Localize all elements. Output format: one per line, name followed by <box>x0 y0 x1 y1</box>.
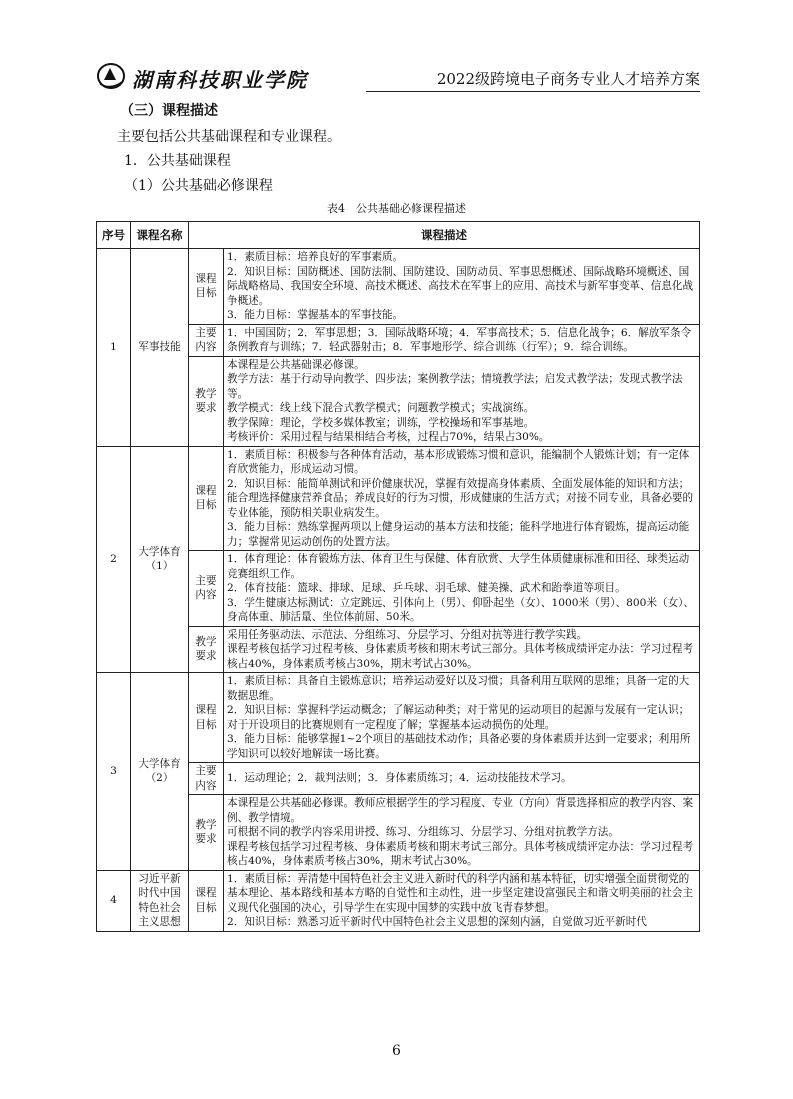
table-row <box>97 870 700 931</box>
description-line: 课程考核包括学习过程考核、身体素质考核和期末考试三部分。具体考核成绩评定办法：学习过程考核占40%，身体素质考核占30%，期末考试占30%。 <box>227 643 694 670</box>
description-line: 1．体育理论：体育锻炼方法、体育卫生与保健、体育欣赏、大学生体质健康标准和田径、球类运动竞赛组织工作。 <box>227 553 690 580</box>
item-description <box>224 551 700 627</box>
description-line: 2．知识目标：国防概述、国防法制、国防建设、国防动员、军事思想概述、国际战略环境概述、国际战略格局、我国安全环境、高技术概述、高技术在军事上的应用、高技术与新军事变革、信息化战争概述。 <box>227 265 694 307</box>
row-number: 3 <box>97 673 131 871</box>
table-header-row <box>97 222 700 249</box>
course-table <box>96 221 700 932</box>
row-number: 2 <box>97 446 131 673</box>
description-line: 3．能力目标：掌握基本的军事技能。 <box>227 309 404 321</box>
school-name: 湖南科技职业学院 <box>132 68 308 92</box>
item-description <box>224 324 700 356</box>
item-description <box>224 870 700 931</box>
row-number: 1 <box>97 249 131 447</box>
item-description <box>224 795 700 871</box>
item-label: 主要内容 <box>189 551 224 627</box>
item-description <box>224 249 700 325</box>
header-rule <box>366 91 700 92</box>
item-label: 课程目标 <box>189 249 224 325</box>
description-line: 3．能力目标：能够掌握1~2个项目的基础技术动作；具备必要的身体素质并达到一定要求；利用所学知识可以较好地解读一场比赛。 <box>227 733 691 760</box>
table-row <box>97 673 700 763</box>
course-name: 习近平新时代中国特色社会主义思想 <box>131 870 189 931</box>
section-heading: （三）课程描述 <box>120 103 218 119</box>
item-label: 主要内容 <box>189 763 224 795</box>
item-label: 课程目标 <box>189 446 224 551</box>
description-line: 1．运动理论；2．裁判法则；3．身体素质练习；4．运动技能技术学习。 <box>227 772 572 785</box>
item-label: 教学要求 <box>189 626 224 673</box>
table-row <box>97 249 700 325</box>
item-description <box>224 673 700 763</box>
table-body <box>97 249 700 932</box>
header-name: 课程名称 <box>131 222 189 249</box>
section-intro: 主要包括公共基础课程和专业课程。 <box>117 129 341 145</box>
item-label: 课程目标 <box>189 870 224 931</box>
description-line: 教学保障：理论，学校多媒体教室；训练，学校操场和军事基地。 <box>227 416 535 429</box>
description-line: 1．中国国防；2．军事思想；3．国际战略环境；4．军事高技术；5．信息化战争；6．解放军条令条例教育与训练；7．轻武器射击；8．军事地形学、综合训练（行军）；9．综合训练。 <box>227 326 692 353</box>
description-line: 1．素质目标：积极参与各种体育活动，基本形成锻炼习惯和意识，能编制个人锻炼计划；有一定体育欣赏能力，形成运动习惯。 <box>227 448 690 475</box>
description-line: 本课程是公共基础必修课。教师应根据学生的学习程度、专业（方向）背景选择相应的教学内容、案例、教学情境。 <box>227 797 694 824</box>
header-desc: 课程描述 <box>189 222 700 249</box>
description-line: 本课程是公共基础课必修课。 <box>227 358 365 371</box>
item-label: 主要内容 <box>189 324 224 356</box>
item-label: 课程目标 <box>189 673 224 763</box>
description-line: 考核评价：采用过程与结果相结合考核，过程占70%，结果占30%。 <box>227 431 550 443</box>
item-description <box>224 763 700 795</box>
page-header <box>96 58 700 94</box>
description-line: 2．知识目标：掌握科学运动概念；了解运动种类；对于常见的运动项目的起源与发展有一定认识；对于开设项目的比赛规则有一定程度了解；掌握基本运动损伤的处理。 <box>227 704 690 731</box>
description-line: 3．学生健康达标测试：立定跳远、引体向上（男）、仰卧起坐（女）、1000米（男）、800米（女）、身高体重、肺活量、坐位体前屈、50米。 <box>227 596 695 623</box>
page-number: 6 <box>392 1043 401 1059</box>
row-number: 4 <box>97 870 131 931</box>
document-title: 2022级跨境电子商务专业人才培养方案 <box>436 70 700 88</box>
description-line: 2．知识目标：能简单测试和评价健康状况，掌握有效提高身体素质、全面发展体能的知识和方法；能合理选择健康营养食品；养成良好的行为习惯，形成健康的生活方式；对接不同专业，具备必要的专业体能，预防相关职业病发生。 <box>227 477 694 519</box>
description-line: 教学模式：线上线下混合式教学模式；问题教学模式；实战演练。 <box>227 402 535 414</box>
description-line: 3．能力目标：熟练掌握两项以上健身运动的基本方法和技能；能科学地进行体育锻炼，提高运动能力；掌握常见运动创伤的处置方法。 <box>227 521 690 548</box>
subsection-public-basic: 1．公共基础课程 <box>124 153 231 169</box>
item-description <box>224 446 700 551</box>
description-line: 教学方法：基于行动导向教学、四步法；案例教学法；情境教学法；启发式教学法；发现式教学法等。 <box>227 373 683 400</box>
description-line: 1．素质目标：培养良好的军事素质。 <box>227 251 404 263</box>
description-line: 可根据不同的教学内容采用讲授、练习、分组练习、分层学习、分组对抗教学方法。 <box>227 826 619 838</box>
course-name: 军事技能 <box>131 249 189 447</box>
table-row <box>97 446 700 551</box>
item-description <box>224 356 700 446</box>
item-label: 教学要求 <box>189 795 224 871</box>
description-line: 2．知识目标：熟悉习近平新时代中国特色社会主义思想的深刻内涵，自觉做习近平新时代 <box>227 916 647 928</box>
school-logo-icon <box>96 62 132 90</box>
description-line: 2．体育技能：篮球、排球、足球、乒乓球、羽毛球、健美操、武术和跆拳道等项目。 <box>227 582 626 594</box>
description-line: 1．素质目标：具备自主锻炼意识；培养运动爱好以及习惯；具备利用互联网的思维；具备一定的大数据思维。 <box>227 675 690 702</box>
course-name: 大学体育（2） <box>131 673 189 871</box>
header-no: 序号 <box>97 222 131 249</box>
item-description <box>224 626 700 673</box>
table-caption: 表4 公共基础必修课程描述 <box>327 202 466 215</box>
course-name: 大学体育（1） <box>131 446 189 673</box>
subsection-required: （1）公共基础必修课程 <box>124 178 273 194</box>
description-line: 课程考核包括学习过程考核、身体素质考核和期末考试三部分。具体考核成绩评定办法：学习过程考核占40%，身体素质考核占30%，期末考试占30%。 <box>227 840 694 867</box>
description-line: 1．素质目标：弄清楚中国特色社会主义进入新时代的科学内涵和基本特征，切实增强全面贯彻党的基本理论、基本路线和基本方略的自觉性和主动性，进一步坚定建设富强民主和谐文明美丽的社会主义现代化强国的决心，引导学生在实现中国梦的实践中放飞青春梦想。 <box>227 872 694 914</box>
description-line: 采用任务驱动法、示范法、分组练习、分层学习、分组对抗等进行教学实践。 <box>227 628 588 641</box>
item-label: 教学要求 <box>189 356 224 446</box>
